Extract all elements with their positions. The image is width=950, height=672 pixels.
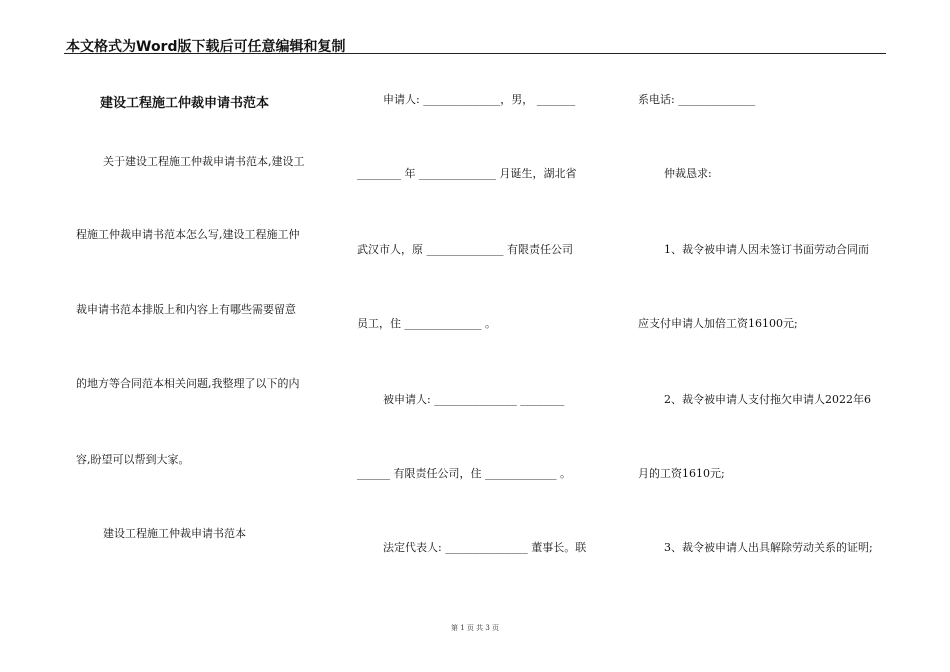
col2-line-2: ________ 年 ______________ 月诞生，湖北省	[357, 167, 577, 180]
header-divider	[64, 53, 886, 54]
col2-line-5: 被申请人: _______________ ________	[383, 393, 565, 406]
col1-line-1: 关于建设工程施工仲裁申请书范本,建设工	[103, 155, 305, 168]
col3-line-5: 2、裁令被申请人支付拖欠申请人2022年6	[664, 393, 871, 406]
col3-line-4: 应支付申请人加倍工资16100元;	[638, 317, 798, 330]
col3-line-7: 3、裁令被申请人出具解除劳动关系的证明;	[664, 541, 873, 554]
document-title: 建设工程施工仲裁申请书范本	[100, 96, 270, 111]
col3-line-3: 1、裁令被申请人因未签订书面劳动合同而	[664, 243, 869, 256]
col1-line-3: 裁申请书范本排版上和内容上有哪些需要留意	[76, 303, 296, 316]
col1-line-6: 建设工程施工仲裁申请书范本	[103, 527, 246, 540]
col1-line-4: 的地方等合同范本相关问题,我整理了以下的内	[76, 377, 300, 390]
col3-line-6: 月的工资1610元;	[638, 467, 725, 480]
col3-line-2: 仲裁恳求:	[664, 167, 712, 180]
col1-line-2: 程施工仲裁申请书范本怎么写,建设工程施工仲	[76, 228, 300, 241]
col2-line-3: 武汉市人，原 ______________ 有限责任公司	[357, 243, 573, 256]
col2-line-1: 申请人: ______________，男， _______	[383, 93, 576, 106]
col2-line-4: 员工，住 ______________ 。	[357, 317, 496, 330]
col1-line-5: 容,盼望可以帮到大家。	[76, 453, 190, 466]
col2-line-6: ______ 有限责任公司，住 _____________ 。	[357, 467, 571, 480]
page-number: 第 1 页 共 3 页	[450, 624, 500, 632]
document-header: 本文格式为Word版下载后可任意编辑和复制	[66, 39, 346, 55]
col2-line-7: 法定代表人: _______________ 董事长。联	[383, 541, 587, 554]
col3-line-1: 系电话: ______________	[638, 93, 756, 106]
